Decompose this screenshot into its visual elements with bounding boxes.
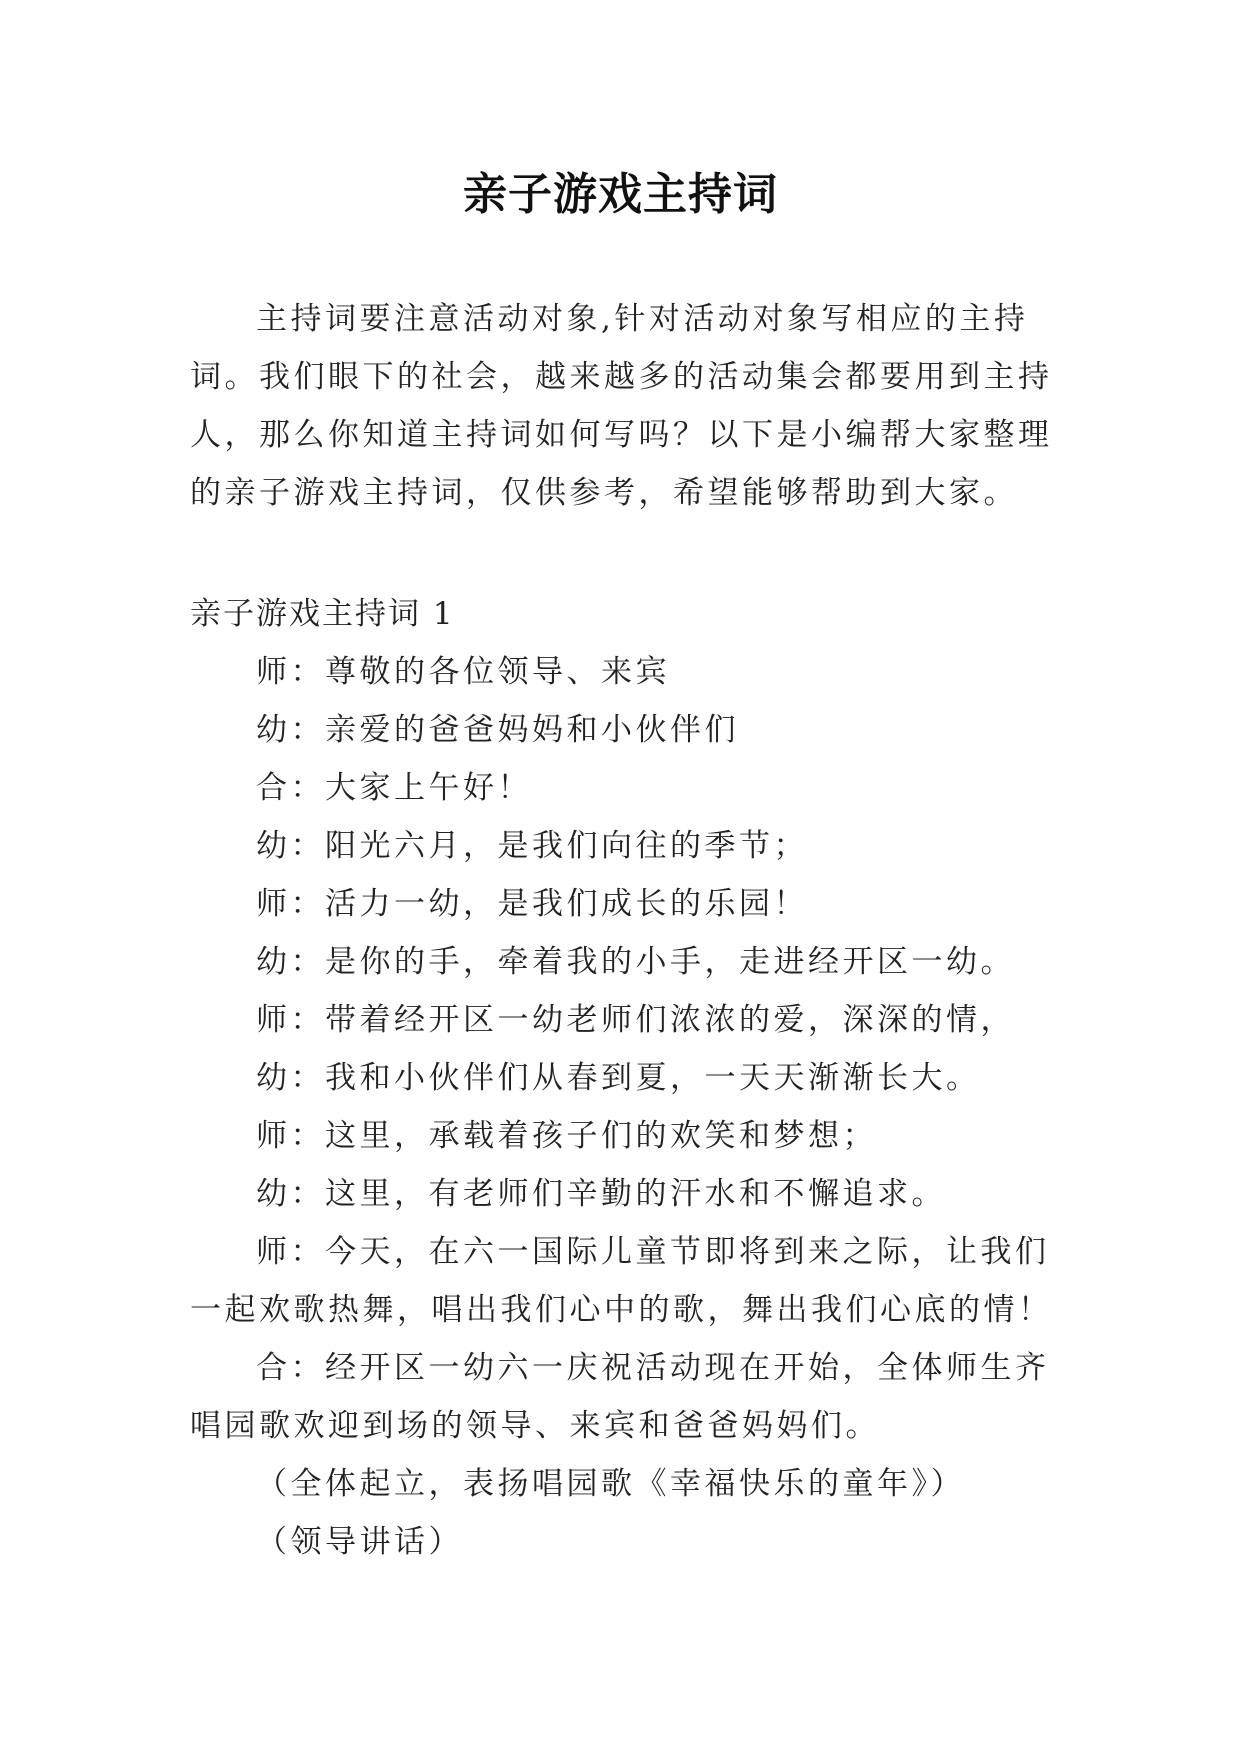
script-line: 师：活力一幼，是我们成长的乐园！ [256,886,808,922]
script-line: 幼：这里，有老师们辛勤的汗水和不懈追求。 [256,1176,946,1212]
section-title: 亲子游戏主持词 1 [190,596,455,632]
script-line: 幼：我和小伙伴们从春到夏，一天天渐渐长大。 [256,1060,981,1096]
script-line: 合：大家上午好！ [256,770,532,806]
stage-direction: （领导讲话） [256,1524,463,1560]
document-title: 亲子游戏主持词 [463,169,778,220]
stage-direction: （全体起立，表扬唱园歌《幸福快乐的童年》） [256,1466,965,1502]
script-line: 师：这里，承载着孩子们的欢笑和梦想； [256,1118,877,1154]
script-line: 合：经开区一幼六一庆祝活动现在开始，全体师生齐唱园歌欢迎到场的领导、来宾和爸爸妈妈们。 [190,1350,1050,1444]
script-line: 师：带着经开区一幼老师们浓浓的爱，深深的情， [256,1002,1015,1038]
script-line: 师：尊敬的各位领导、来宾 [256,654,670,690]
script-line: 幼：是你的手，牵着我的小手，走进经开区一幼。 [256,944,1015,980]
script-section [190,585,1070,1571]
script-line: 幼：阳光六月，是我们向往的季节； [256,828,808,864]
script-line: 师：今天，在六一国际儿童节即将到来之际，让我们一起欢歌热舞，唱出我们心中的歌，舞出我们心底的情！ [190,1234,1053,1328]
script-line: 幼：亲爱的爸爸妈妈和小伙伴们 [256,712,739,748]
intro-paragraph: 主持词要注意活动对象,针对活动对象写相应的主持词。我们眼下的社会，越来越多的活动集会都要用到主持人，那么你知道主持词如何写吗？以下是小编帮大家整理的亲子游戏主持词，仅供参考，希望能够帮助到大家。 [190,301,1053,511]
